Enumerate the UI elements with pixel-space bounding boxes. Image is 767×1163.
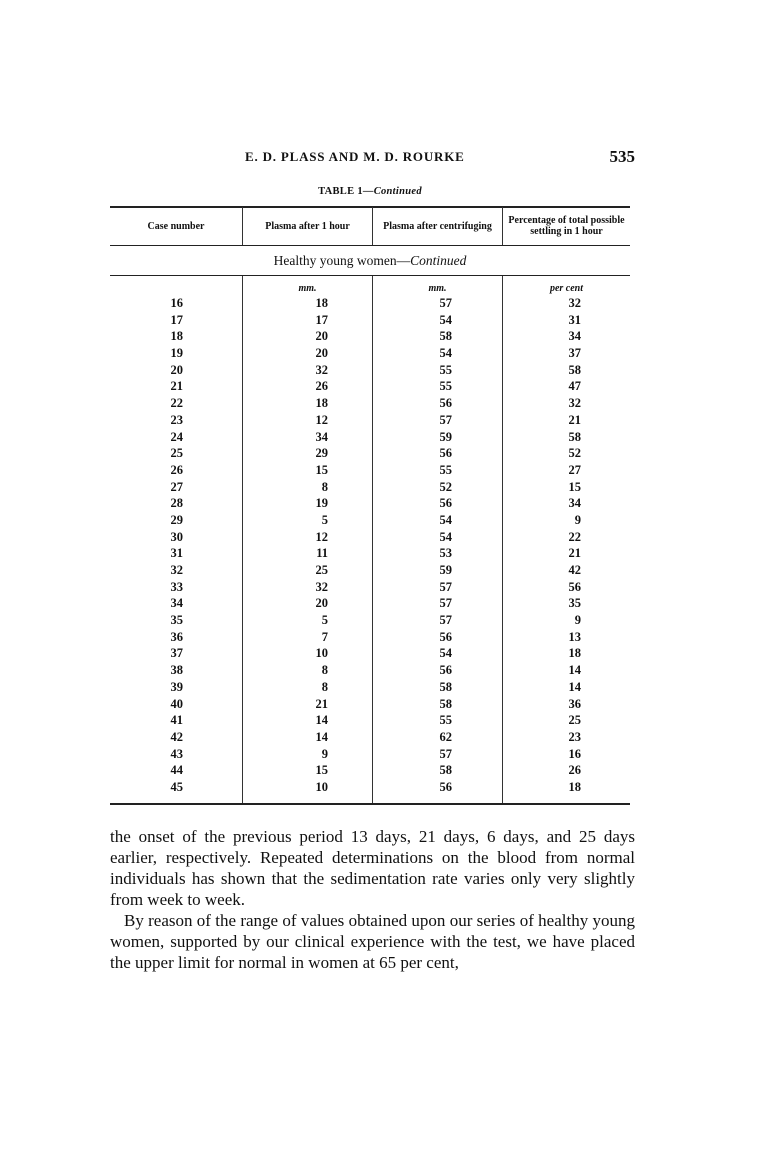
subheading-label: Healthy young women—	[273, 253, 411, 268]
column-header-plasma-centrifuging: Plasma after centrifuging	[383, 220, 492, 232]
table-cell: 14	[315, 729, 328, 744]
table-cell: 37	[170, 646, 183, 661]
table-cell: 35	[568, 596, 581, 611]
table-cell: 28	[170, 496, 183, 511]
table-cell: 20	[170, 362, 183, 377]
table-cell: 58	[568, 362, 581, 377]
table-cell: 15	[315, 763, 328, 778]
table-cell: 56	[439, 496, 452, 511]
table-cell: 42	[568, 563, 581, 577]
table-cell: 22	[170, 396, 183, 411]
table-cell: 57	[439, 596, 452, 611]
table-cell: 44	[170, 763, 183, 778]
table-cell: 24	[170, 429, 183, 444]
table-cell: 35	[170, 613, 183, 628]
table-row	[110, 630, 630, 647]
table-row	[110, 346, 630, 363]
table-cell: 18	[568, 646, 581, 661]
table-row	[110, 680, 630, 697]
table-cell: 5	[321, 613, 328, 628]
table-row	[110, 379, 630, 396]
table-cell: 25	[170, 446, 183, 461]
table-cell: 57	[439, 579, 452, 594]
table-cell: 17	[315, 312, 328, 327]
table-row	[110, 446, 630, 463]
unit-label-mm: mm.	[428, 283, 447, 294]
table-cell: 20	[315, 329, 328, 344]
table-cell: 54	[439, 312, 452, 327]
table-cell: 36	[170, 629, 183, 644]
table-cell: 43	[170, 746, 183, 761]
table-cell: 19	[315, 496, 328, 511]
table-row	[110, 763, 630, 780]
table-cell: 40	[170, 696, 183, 711]
table-cell: 8	[321, 479, 328, 494]
table-cell: 8	[321, 663, 328, 678]
table-cell: 9	[574, 613, 581, 628]
table-row	[110, 463, 630, 480]
table-cell: 56	[439, 629, 452, 644]
running-head: E. D. PLASS AND M. D. ROURKE	[245, 149, 465, 164]
table-cell: 59	[439, 429, 452, 444]
table-row	[110, 730, 630, 747]
table-cell: 38	[170, 663, 183, 678]
table-row	[110, 513, 630, 530]
table-cell: 55	[439, 462, 452, 477]
table-cell: 27	[568, 462, 581, 477]
table-row	[110, 313, 630, 330]
table-cell: 29	[170, 512, 183, 527]
table-cell: 36	[568, 696, 581, 711]
table-cell: 21	[568, 546, 581, 561]
table-bottom-rule	[110, 803, 630, 805]
table-row	[110, 747, 630, 764]
table-row	[110, 530, 630, 547]
table-cell: 5	[321, 512, 328, 527]
table-cell: 16	[170, 296, 183, 310]
table-cell: 56	[439, 396, 452, 411]
table-cell: 32	[315, 579, 328, 594]
table-cell: 57	[439, 746, 452, 761]
table-cell: 34	[568, 496, 581, 511]
table-cell: 42	[170, 729, 183, 744]
table-cell: 23	[170, 412, 183, 427]
paragraph: By reason of the range of values obtained upon our series of healthy young women, supported by our clinical experience with the test, we have placed the upper limit for normal in women at 65 per cent,	[110, 911, 635, 972]
table-cell: 32	[315, 362, 328, 377]
unit-label-mm: mm.	[298, 283, 317, 294]
table-row	[110, 329, 630, 346]
table-cell: 55	[439, 362, 452, 377]
table-cell: 29	[315, 446, 328, 461]
table-cell: 57	[439, 296, 452, 310]
table-cell: 33	[170, 579, 183, 594]
table-cell: 18	[568, 779, 581, 794]
table-cell: 12	[315, 529, 328, 544]
table-cell: 18	[315, 396, 328, 411]
table-subheading-rule	[110, 275, 630, 276]
table-cell: 58	[439, 329, 452, 344]
table-cell: 20	[315, 346, 328, 361]
table-cell: 52	[439, 479, 452, 494]
table-cell: 23	[568, 729, 581, 744]
table-cell: 16	[568, 746, 581, 761]
body-text	[110, 826, 635, 973]
table-row	[110, 580, 630, 597]
table-title	[110, 186, 630, 197]
table-subheading	[110, 253, 630, 269]
table-cell: 58	[439, 696, 452, 711]
page-number: 535	[609, 147, 635, 166]
table-cell: 34	[568, 329, 581, 344]
table-cell: 53	[439, 546, 452, 561]
table-body	[110, 296, 630, 797]
table-cell: 57	[439, 412, 452, 427]
table-title-label: TABLE 1—	[318, 186, 374, 197]
table-cell: 21	[568, 412, 581, 427]
table-cell: 56	[568, 579, 581, 594]
unit-label-percent: per cent	[549, 283, 584, 294]
table-cell: 56	[439, 779, 452, 794]
table-cell: 54	[439, 346, 452, 361]
table-cell: 15	[568, 479, 581, 494]
table-row	[110, 363, 630, 380]
table-cell: 26	[315, 379, 328, 394]
table-row	[110, 563, 630, 580]
table-row	[110, 646, 630, 663]
table-cell: 34	[170, 596, 183, 611]
table-cell: 41	[170, 713, 183, 728]
table-title-continued: Continued	[373, 186, 422, 197]
table-row	[110, 430, 630, 447]
table-row	[110, 780, 630, 797]
table-row	[110, 546, 630, 563]
table-cell: 54	[439, 646, 452, 661]
table-cell: 7	[321, 629, 328, 644]
table-cell: 39	[170, 679, 183, 694]
table-cell: 57	[439, 613, 452, 628]
table-cell: 21	[170, 379, 183, 394]
table-cell: 13	[568, 629, 581, 644]
table-cell: 18	[170, 329, 183, 344]
table-cell: 25	[315, 563, 328, 577]
column-header-plasma-1-hour: Plasma after 1 hour	[265, 220, 350, 232]
table-cell: 19	[170, 346, 183, 361]
column-header-case-number: Case number	[147, 220, 205, 232]
table-row	[110, 613, 630, 630]
table-cell: 31	[170, 546, 183, 561]
table-cell: 30	[170, 529, 183, 544]
table-cell: 27	[170, 479, 183, 494]
table-cell: 18	[315, 296, 328, 310]
table-cell: 14	[568, 663, 581, 678]
table-cell: 26	[170, 462, 183, 477]
table-cell: 32	[568, 296, 581, 310]
page-header	[110, 147, 635, 169]
table-cell: 45	[170, 779, 183, 794]
table-cell: 34	[315, 429, 328, 444]
table-cell: 32	[170, 563, 183, 577]
table-cell: 25	[568, 713, 581, 728]
table-cell: 8	[321, 679, 328, 694]
table-cell: 56	[439, 663, 452, 678]
subheading-continued: Continued	[410, 253, 467, 268]
table-row	[110, 496, 630, 513]
table-row	[110, 480, 630, 497]
table-cell: 58	[439, 763, 452, 778]
table-row	[110, 396, 630, 413]
table-cell: 17	[170, 312, 183, 327]
table-row	[110, 663, 630, 680]
table-cell: 21	[315, 696, 328, 711]
table-cell: 31	[568, 312, 581, 327]
table-row	[110, 413, 630, 430]
table-cell: 55	[439, 379, 452, 394]
table-row	[110, 697, 630, 714]
table-cell: 10	[315, 779, 328, 794]
table-cell: 54	[439, 529, 452, 544]
table-cell: 59	[439, 563, 452, 577]
table-cell: 9	[321, 746, 328, 761]
table-cell: 20	[315, 596, 328, 611]
column-header-percentage: Percentage of total possible settling in 1 hour	[508, 215, 625, 237]
table-cell: 55	[439, 713, 452, 728]
table-cell: 22	[568, 529, 581, 544]
table-cell: 14	[315, 713, 328, 728]
paragraph: the onset of the previous period 13 days, 21 days, 6 days, and 25 days earlier, respectively. Repeated determinations on the blood from normal individuals has shown that the sedimentation rate varies only very slightly from week to week.	[110, 827, 635, 909]
table-cell: 58	[568, 429, 581, 444]
table-row	[110, 713, 630, 730]
table-cell: 58	[439, 679, 452, 694]
table-header-rule	[110, 245, 630, 246]
table-cell: 15	[315, 462, 328, 477]
table-cell: 14	[568, 679, 581, 694]
table-cell: 37	[568, 346, 581, 361]
table-cell: 26	[568, 763, 581, 778]
table-cell: 10	[315, 646, 328, 661]
table-cell: 12	[315, 412, 328, 427]
table-row	[110, 296, 630, 313]
table-cell: 52	[568, 446, 581, 461]
table-cell: 54	[439, 512, 452, 527]
table-cell: 62	[439, 729, 452, 744]
table-row	[110, 596, 630, 613]
table-cell: 56	[439, 446, 452, 461]
table-cell: 47	[568, 379, 581, 394]
table-cell: 11	[316, 546, 328, 561]
table-cell: 9	[574, 512, 581, 527]
table-cell: 32	[568, 396, 581, 411]
